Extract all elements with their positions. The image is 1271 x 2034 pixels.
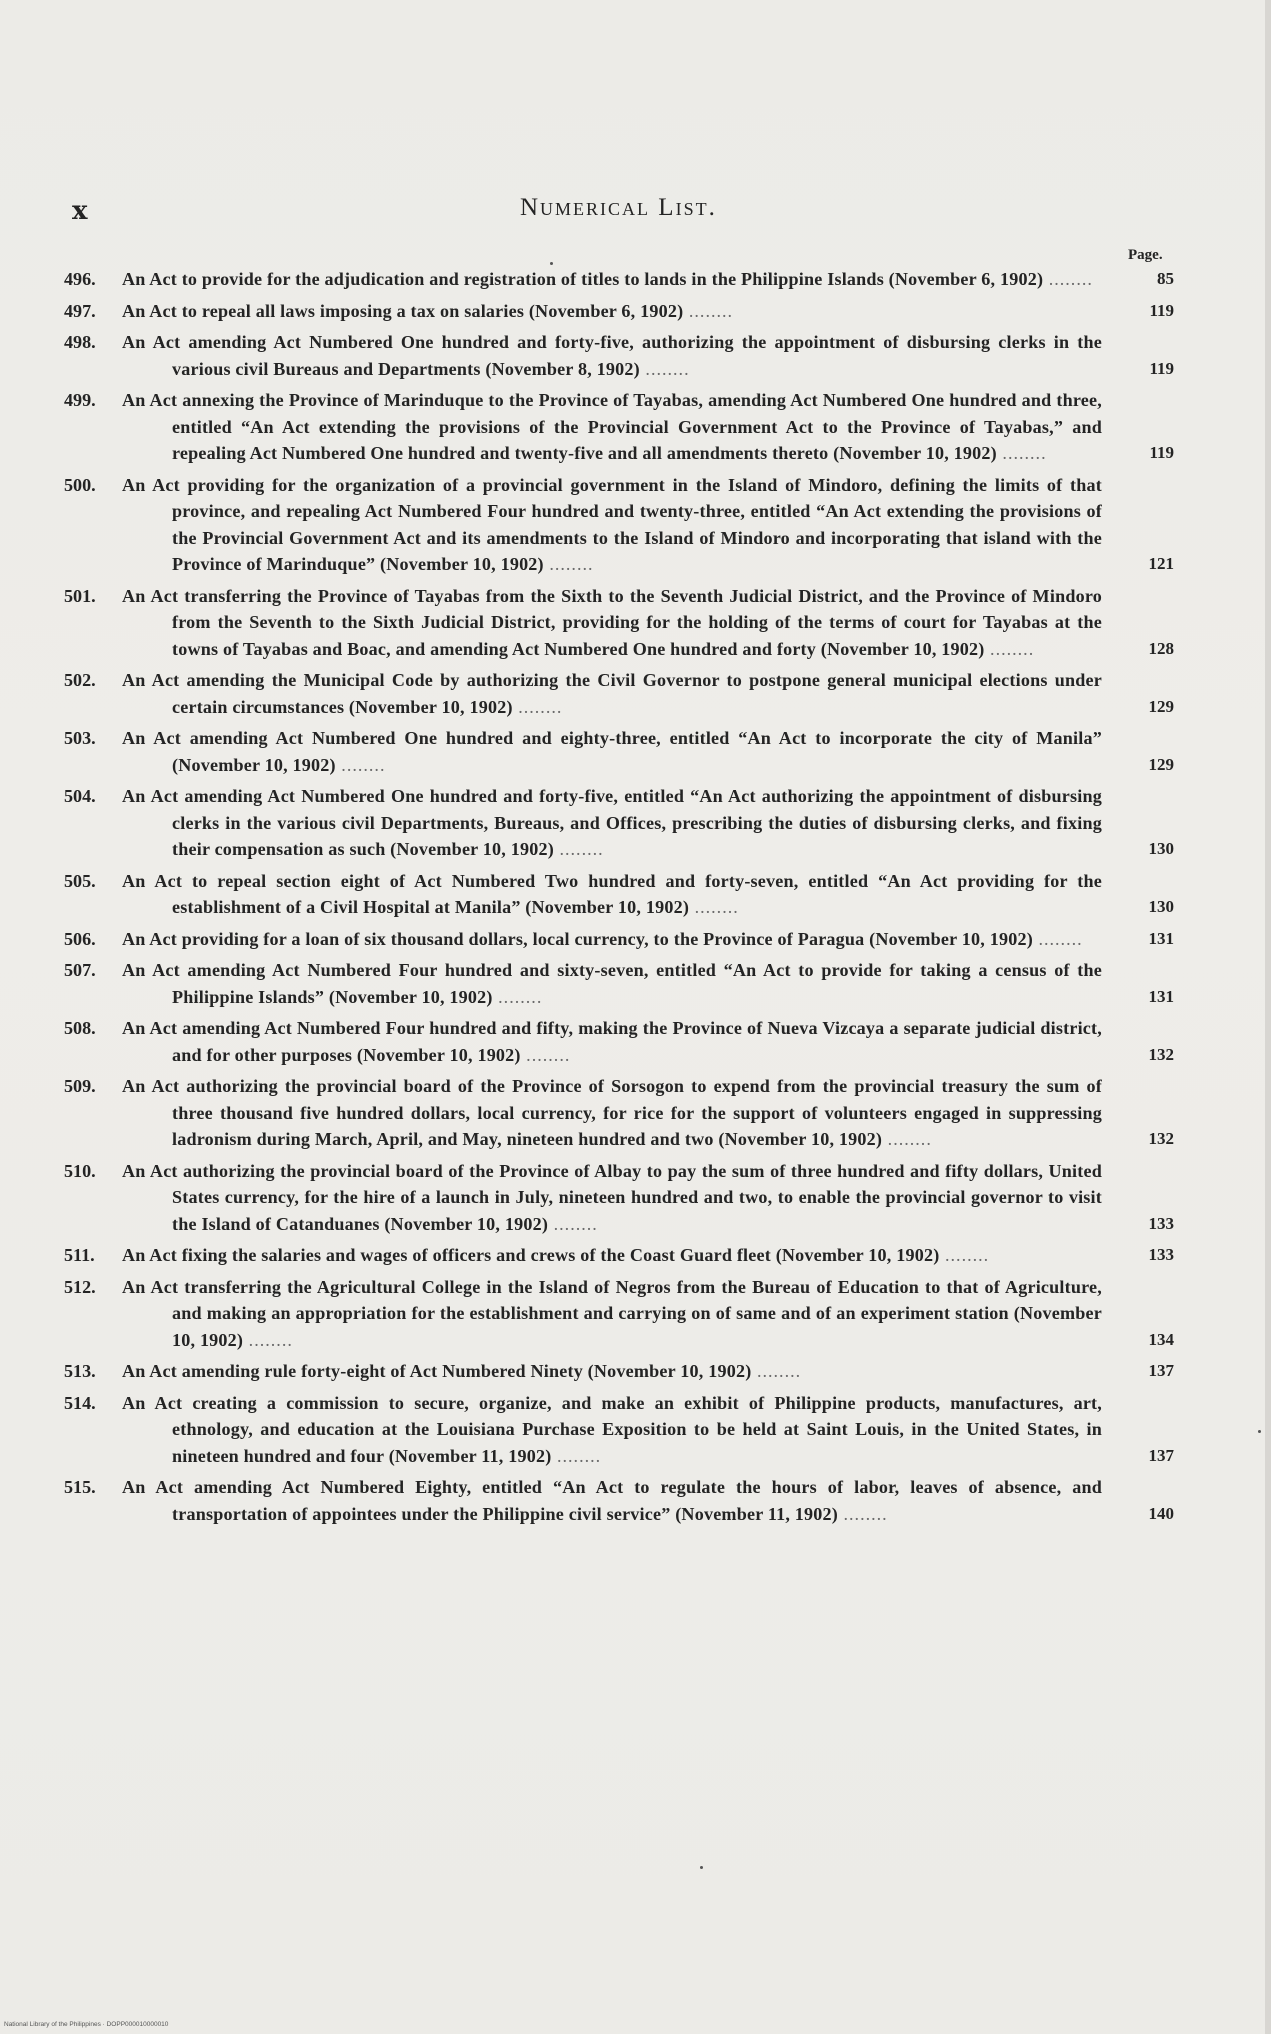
entry-page-number: 134	[1148, 1329, 1174, 1349]
dot-leader: ........	[553, 839, 604, 859]
list-entry	[64, 1474, 1192, 1527]
dot-leader: ........	[492, 986, 543, 1007]
list-entry	[64, 1158, 1192, 1238]
entry-title: An Act to repeal all laws imposing a tax on salaries (November 6, 1902)	[122, 300, 684, 321]
dot-leader: ........	[751, 1361, 802, 1381]
dot-leader: ........	[243, 1329, 293, 1350]
running-head: Numerical List.	[520, 194, 717, 221]
entry-page-number: 140	[1148, 1503, 1174, 1523]
list-entry	[64, 926, 1192, 953]
dot-leader: ........	[939, 1245, 990, 1265]
list-entry	[64, 583, 1192, 663]
entry-title: An Act amending Act Numbered One hundred and eighty-three, entitled “An Act to incorporate the city of Manila” (November 10, 1902)	[122, 728, 1102, 775]
list-entry	[64, 472, 1192, 578]
page-column-label: Page.	[1128, 247, 1163, 263]
entry-number: 497.	[64, 300, 96, 321]
entry-number: 503.	[64, 728, 96, 748]
entry-page-number: 130	[1148, 839, 1174, 858]
scan-speck	[1258, 1430, 1261, 1433]
entry-number: 514.	[64, 1392, 96, 1413]
entry-title: An Act transferring the Agricultural College in the Island of Negros from the Bureau of Education to that of Agriculture, and making an appropriation for the establishment and carrying on of same and of an experiment station (November 10, 1902)	[122, 1276, 1102, 1350]
entry-number: 506.	[64, 928, 96, 949]
entry-title: An Act authorizing the provincial board of the Province of Sorsogon to expend from the provincial treasury the sum of three thousand five hundred dollars, local currency, for rice for the support of volunteers engaged in suppressing ladronism during March, April, and May, nineteen hundred and two (November 10, 1902)	[122, 1076, 1102, 1149]
entry-number: 515.	[64, 1477, 96, 1497]
entry-number: 504.	[64, 786, 96, 806]
entry-title: An Act amending the Municipal Code by authorizing the Civil Governor to postpone general municipal elections under certain circumstances (November 10, 1902)	[122, 670, 1102, 717]
entry-page-number: 129	[1148, 754, 1174, 774]
scan-speck	[550, 262, 553, 265]
list-entry	[64, 1390, 1192, 1470]
list-entry	[64, 1242, 1192, 1269]
list-entry	[64, 868, 1192, 921]
entry-page-number: 131	[1148, 986, 1174, 1006]
list-entry	[64, 667, 1192, 720]
list-entry	[64, 298, 1192, 325]
entry-page-number: 119	[1149, 443, 1174, 462]
entry-number: 498.	[64, 332, 96, 352]
entry-page-number: 132	[1148, 1044, 1174, 1064]
entry-title: An Act authorizing the provincial board of the Province of Albay to pay the sum of three hundred and fifty dollars, United States currency, for the hire of a launch in July, nineteen hundred and two, to enable the provincial governor to visit the Island of Catanduanes (November 10, 1902)	[122, 1160, 1102, 1234]
list-entry	[64, 266, 1192, 293]
entry-title: An Act creating a commission to secure, organize, and make an exhibit of Philippine products, manufactures, art, ethnology, and education at the Louisiana Purchase Exposition to be held at Saint Louis, in the United States, in nineteen hundred and four (November 11, 1902)	[122, 1392, 1102, 1466]
entry-title: An Act annexing the Province of Marinduque to the Province of Tayabas, amending Act Numbered One hundred and three, entitled “An Act extending the provisions of the Provincial Government Act to the Province of Tayabas,” and repealing Act Numbered One hundred and twenty-five and all amendments thereto (November 10, 1902)	[122, 390, 1102, 463]
entry-number: 505.	[64, 870, 96, 891]
scan-speck	[700, 1866, 703, 1869]
dot-leader: ........	[548, 1213, 598, 1234]
entry-title: An Act to repeal section eight of Act Numbered Two hundred and forty-seven, entitled “An Act providing for the establishment of a Civil Hospital at Manila” (November 10, 1902)	[122, 870, 1102, 917]
entry-title: An Act fixing the salaries and wages of officers and crews of the Coast Guard fleet (November 10, 1902)	[122, 1245, 940, 1265]
dot-leader: ........	[689, 897, 739, 917]
dot-leader: ........	[543, 554, 594, 574]
entry-title: An Act transferring the Province of Tayabas from the Sixth to the Seventh Judicial District, and the Province of Mindoro from the Seventh to the Sixth Judicial District, providing for the holding of the terms of court for Tayabas at the towns of Tayabas and Boac, and amending Act Numbered One hundred and forty (November 10, 1902)	[122, 585, 1102, 659]
entry-number: 510.	[64, 1160, 96, 1181]
dot-leader: ........	[882, 1129, 932, 1149]
entry-number: 507.	[64, 960, 96, 980]
list-entry	[64, 783, 1192, 863]
entry-number: 508.	[64, 1018, 96, 1038]
entry-number: 496.	[64, 269, 96, 289]
entry-number: 499.	[64, 390, 96, 410]
dot-leader: ........	[683, 300, 734, 321]
list-entry	[64, 1274, 1192, 1354]
entry-title: An Act amending Act Numbered Eighty, entitled “An Act to regulate the hours of labor, leaves of absence, and transportation of appointees under the Philippine civil service” (November 11, 1902)	[122, 1477, 1102, 1524]
entry-page-number: 137	[1148, 1361, 1174, 1380]
list-entry	[64, 1015, 1192, 1068]
entry-page-number: 133	[1148, 1245, 1174, 1264]
list-entry	[64, 1358, 1192, 1385]
entry-number: 509.	[64, 1076, 96, 1096]
entry-page-number: 129	[1148, 696, 1174, 716]
entry-number: 511.	[64, 1245, 95, 1265]
entry-page-number: 121	[1148, 554, 1174, 573]
page-number: x	[72, 196, 89, 226]
dot-leader: ........	[512, 696, 563, 717]
dot-leader: ........	[1032, 928, 1083, 949]
scan-footer: National Library of the Philippines · DOPP000010000010	[4, 2021, 169, 2028]
dot-leader: ........	[639, 358, 690, 379]
entry-title: An Act amending Act Numbered Four hundred and sixty-seven, entitled “An Act to provide for taking a census of the Philippine Islands” (November 10, 1902)	[122, 960, 1102, 1007]
dot-leader: ........	[335, 754, 386, 775]
dot-leader: ........	[551, 1445, 602, 1466]
entry-page-number: 85	[1157, 269, 1174, 288]
entry-title: An Act providing for a loan of six thousand dollars, local currency, to the Province of Paragua (November 10, 1902)	[122, 928, 1033, 949]
entry-page-number: 133	[1148, 1213, 1174, 1233]
dot-leader: ........	[984, 638, 1035, 659]
dot-leader: ........	[520, 1044, 571, 1065]
entry-number: 512.	[64, 1276, 96, 1297]
entry-number: 501.	[64, 585, 96, 606]
entry-title: An Act providing for the organization of a provincial government in the Island of Mindoro, defining the limits of that province, and repealing Act Numbered Four hundred and twenty-three, entitled “An Act extending the provisions of the Provincial Government Act and its amendments to the Island of Mindoro and incorporating that island with the Province of Marinduque” (November 10, 1902)	[122, 474, 1102, 574]
page-edge-shadow	[1265, 0, 1271, 2034]
dot-leader: ........	[837, 1503, 888, 1524]
dot-leader: ........	[1043, 269, 1093, 289]
entry-page-number: 132	[1148, 1129, 1174, 1148]
entry-title: An Act to provide for the adjudication and registration of titles to lands in the Philippine Islands (November 6, 1902)	[122, 269, 1044, 289]
entry-page-number: 131	[1148, 928, 1174, 948]
numerical-list	[64, 266, 1192, 1532]
list-entry	[64, 725, 1192, 778]
dot-leader: ........	[996, 443, 1047, 463]
entry-title: An Act amending Act Numbered One hundred and forty-five, entitled “An Act authorizing the appointment of disbursing clerks in the various civil Departments, Bureaus, and Offices, prescribing the duties of disbursing clerks, and fixing their compensation as such (November 10, 1902)	[122, 786, 1102, 859]
entry-page-number: 128	[1148, 638, 1174, 658]
entry-title: An Act amending rule forty-eight of Act Numbered Ninety (November 10, 1902)	[122, 1361, 752, 1381]
list-entry	[64, 957, 1192, 1010]
entry-title: An Act amending Act Numbered Four hundred and fifty, making the Province of Nueva Vizcaya a separate judicial district, and for other purposes (November 10, 1902)	[122, 1018, 1102, 1065]
entry-page-number: 137	[1148, 1445, 1174, 1465]
entry-page-number: 119	[1149, 358, 1174, 378]
entry-page-number: 130	[1148, 897, 1174, 916]
list-entry	[64, 1073, 1192, 1153]
list-entry	[64, 329, 1192, 382]
list-entry	[64, 387, 1192, 467]
entry-number: 500.	[64, 474, 96, 495]
entry-number: 513.	[64, 1361, 96, 1381]
entry-title: An Act amending Act Numbered One hundred and forty-five, authorizing the appointment of disbursing clerks in the various civil Bureaus and Departments (November 8, 1902)	[122, 332, 1102, 379]
entry-number: 502.	[64, 670, 96, 690]
entry-page-number: 119	[1149, 300, 1174, 320]
